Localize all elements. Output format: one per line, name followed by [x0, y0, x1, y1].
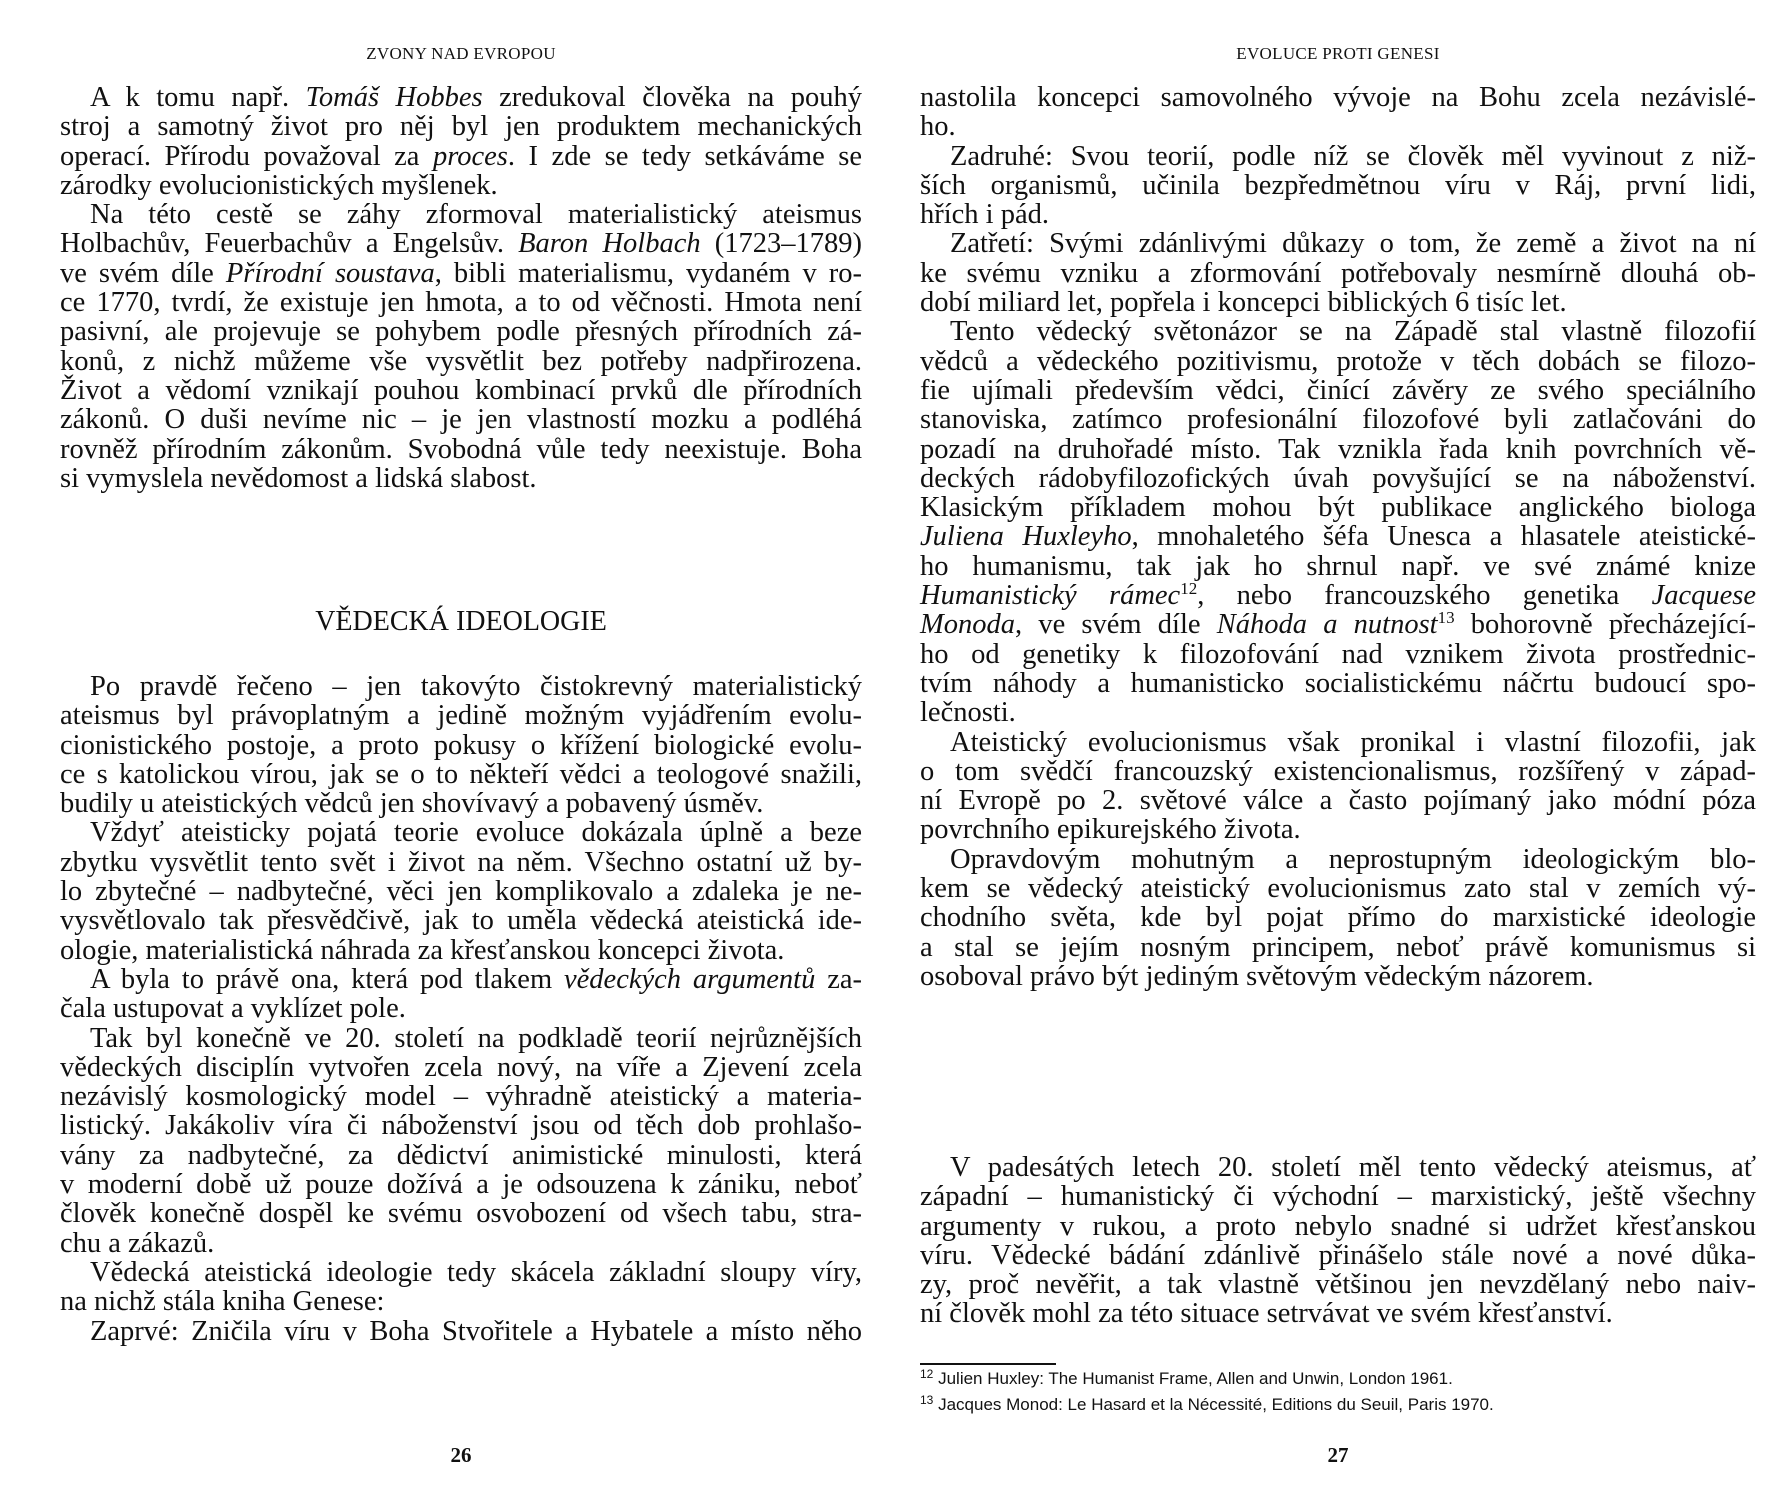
text-line: lečnosti.: [920, 697, 1016, 729]
text-line: povrchního epikurejského života.: [920, 814, 1301, 846]
text-line: hřích i pád.: [920, 199, 1050, 231]
running-head: ZVONY NAD EVROPOU: [366, 44, 556, 63]
text-line: Tak byl konečně ve 20. století na podkladě teorií nejrůznějších: [90, 1022, 862, 1054]
text-line: stroj a samotný život pro něj byl jen produktem mechanických: [60, 111, 862, 143]
text-line: ce 1770, tvrdí, že existuje jen hmota, a to od věčnosti. Hmota není: [60, 287, 862, 319]
text-block: [60, 672, 862, 1346]
footnote-ref: 12: [1180, 579, 1198, 599]
text-block: [920, 83, 1756, 991]
text-line: Vždyť ateisticky pojatá teorie evoluce dokázala úplně a beze: [90, 817, 862, 849]
text-line: ho.: [920, 111, 956, 143]
text-line: Juliena Huxleyho, mnohaletého šéfa Unesca a hlasatele ateistické-: [920, 521, 1756, 553]
text-line: Holbachův, Feuerbachův a Engelsův. Baron Holbach (1723–1789): [60, 228, 862, 260]
text-line: Klasickým příkladem mohou být publikace anglického biologa: [920, 492, 1756, 524]
text-line: ke svému vzniku a zformování potřebovaly nesmírně dlouhá ob-: [920, 257, 1756, 289]
text-line: vysvětlovalo tak přesvědčivě, jak to uměla vědecká ateistická ide-: [60, 905, 862, 937]
text-line: ní Evropě po 2. světové válce a často pojímaný jako módní póza: [920, 785, 1756, 817]
text-line: pozadí na druhořadé místo. Tak vznikla řada knih povrchních vě-: [920, 433, 1756, 465]
text-line: Na této cestě se záhy zformoval materialistický ateismus: [90, 199, 862, 231]
text-line: stanoviska, zatímco profesionální filozofové byli zatlačováni do: [920, 404, 1756, 436]
text-line: budily u ateistických vědců jen shovívavý a pobavený úsměv.: [60, 788, 764, 820]
text-line: lo zbytečné – nadbytečné, věci jen komplikovalo a zdaleka je ne-: [60, 876, 862, 908]
text-line: zárodky evolucionistických myšlenek.: [60, 169, 498, 201]
text-line: na nichž stála kniha Genese:: [60, 1286, 385, 1318]
text-line: ateismus byl právoplatným a jedině možným vyjádřením evolu-: [60, 700, 862, 732]
text-line: ho humanismu, tak jak ho shrnul např. ve své známé knize: [920, 550, 1756, 582]
text-line: nastolila koncepci samovolného vývoje na Bohu zcela nezávislé-: [920, 82, 1756, 113]
footnote-rule: [920, 1363, 1056, 1365]
text-line: Humanistický rámec$^{12}$, nebo francouzského genetika Jacquese: [920, 579, 1757, 612]
text-line: ologie, materialistická náhrada za křesťanskou koncepci života.: [60, 934, 785, 966]
text-line: západní – humanistický či východní – marxistický, ještě všechny: [920, 1181, 1756, 1213]
text-line: Zatřetí: Svými zdánlivými důkazy o tom, že země a život na ní: [950, 228, 1756, 260]
text-line: argumenty v rukou, a proto nebylo snadné si udržet křesťanskou: [920, 1210, 1756, 1242]
text-line: Vědecká ateistická ideologie tedy skácela základní sloupy víry,: [90, 1256, 862, 1288]
text-line: deckých rádobyfilozofických úvah povyšující se na náboženství.: [920, 462, 1756, 494]
text-line: ho od genetiky k filozofování nad vznikem života prostřednic-: [920, 638, 1756, 670]
footnote-13: $^{13}$ Jacques Monod: Le Hasard et la Nécessité, Editions du Seuil, Paris 1970.: [920, 1393, 1494, 1414]
text-line: zbytku vysvětlit tento svět i život na něm. Všechno ostatní už by-: [60, 846, 862, 878]
text-line: Ateistický evolucionismus však pronikal i vlastní filozofii, jak: [950, 726, 1756, 758]
text-line: ní člověk mohl za této situace setrvávat ve svém křesťanství.: [920, 1298, 1613, 1330]
text-block: [920, 1153, 1756, 1329]
running-head: EVOLUCE PROTI GENESI: [1236, 44, 1440, 63]
text-line: ve svém díle Přírodní soustava, bibli materialismu, vydaném v ro-: [60, 257, 863, 289]
text-line: o tom svědčí francouzský existencionalismus, rozšířený v západ-: [920, 755, 1756, 787]
text-line: Zadruhé: Svou teorií, podle níž se člověk měl vyvinout z niž-: [950, 140, 1756, 172]
text-line: v moderní době už pouze dožívá a je odsouzena k zániku, neboť: [60, 1169, 862, 1201]
text-line: kem se vědecký ateistický evolucionismus zato stal v zemích vý-: [920, 873, 1756, 905]
footnotes: [920, 1366, 1756, 1418]
text-line: A byla to právě ona, která pod tlakem vědeckých argumentů za-: [90, 963, 863, 995]
text-line: chu a zákazů.: [60, 1227, 215, 1259]
page-number: 27: [1327, 1443, 1349, 1467]
text-line: cionistického postoje, a proto pokusy o křížení biologické evolu-: [60, 729, 862, 761]
text-line: osoboval právo být jediným světovým vědeckým názorem.: [920, 960, 1594, 992]
text-line: tvím náhody a humanisticko socialistickému náčrtu budoucí spo-: [920, 667, 1756, 699]
left-page: [60, 0, 862, 1500]
text-line: zy, proč nevěřit, a tak vlastně většinou jen nevzdělaný nebo naiv-: [920, 1269, 1756, 1301]
text-line: Opravdovým mohutným a neprostupným ideologickým blo-: [950, 843, 1756, 875]
text-line: ce s katolickou vírou, jak se o to někteří vědci a teologové snažili,: [60, 758, 862, 790]
footnote-ref: 13: [1437, 608, 1455, 628]
text-line: ších organismů, učinila bezpředmětnou víru v Ráj, první lidi,: [920, 169, 1756, 201]
text-line: a stal se jejím nosným principem, neboť právě komunismus si: [920, 931, 1756, 963]
text-line: listický. Jakákoliv víra či náboženství jsou od těch dob prohlašo-: [60, 1110, 862, 1142]
text-line: Život a vědomí vznikají pouhou kombinací prvků dle přírodních: [60, 374, 862, 406]
text-block: [60, 83, 862, 493]
text-line: konů, z nichž můžeme vše vysvětlit bez potřeby nadpřirozena.: [60, 345, 862, 377]
page-number: 26: [450, 1443, 472, 1467]
text-line: člověk konečně dospěl ke svému osvobození od všech tabu, stra-: [60, 1198, 862, 1230]
text-line: fie ujímali především vědci, činící závěry ze svého speciálního: [920, 374, 1756, 406]
text-line: operací. Přírodu považoval za proces. I zde se tedy setkáváme se: [60, 140, 862, 172]
text-line: rovněž přírodním zákonům. Svobodná vůle tedy neexistuje. Boha: [60, 433, 862, 465]
text-line: pasivní, ale projevuje se pohybem podle přesných přírodních zá-: [60, 316, 862, 348]
footnote-12: $^{12}$ Julien Huxley: The Humanist Frame, Allen and Unwin, London 1961.: [920, 1367, 1453, 1388]
text-line: Zaprvé: Zničila víru v Boha Stvořitele a Hybatele a místo něho: [90, 1315, 862, 1347]
section-heading: VĚDECKÁ IDEOLOGIE: [315, 606, 607, 637]
text-line: Tento vědecký světonázor se na Západě stal vlastně filozofií: [950, 316, 1756, 348]
text-line: vědců a vědeckého pozitivismu, protože v těch dobách se filozo-: [920, 345, 1756, 377]
text-line: chodního světa, kde byl pojat přímo do marxistické ideologie: [920, 902, 1756, 934]
right-page: [920, 0, 1756, 1500]
text-line: si vymyslela nevědomost a lidská slabost.: [60, 462, 537, 494]
text-line: nezávislý kosmologický model – výhradně ateistický a materia-: [60, 1081, 862, 1113]
text-line: víru. Vědecké bádání zdánlivě přinášelo stále nové a nové důka-: [920, 1239, 1756, 1271]
text-line: Po pravdě řečeno – jen takovýto čistokrevný materialistický: [90, 671, 862, 702]
text-line: zákonů. O duši nevíme nic – je jen vlastností mozku a podléhá: [60, 404, 862, 436]
text-line: dobí miliard let, popřela i koncepci biblických 6 tisíc let.: [920, 287, 1567, 319]
text-line: vány za nadbytečné, za dědictví animistické minulosti, která: [60, 1139, 862, 1171]
text-line: A k tomu např. Tomáš Hobbes zredukoval člověka na pouhý: [90, 82, 862, 113]
text-line: Monoda, ve svém díle Náhoda a nutnost$^{13}$ bohorovně přecházející-: [920, 608, 1757, 641]
text-line: V padesátých letech 20. století měl tento vědecký ateismus, ať: [950, 1152, 1756, 1183]
text-line: vědeckých disciplín vytvořen zcela nový, na víře a Zjevení zcela: [60, 1051, 862, 1083]
text-line: čala ustupovat a vyklízet pole.: [60, 993, 406, 1025]
